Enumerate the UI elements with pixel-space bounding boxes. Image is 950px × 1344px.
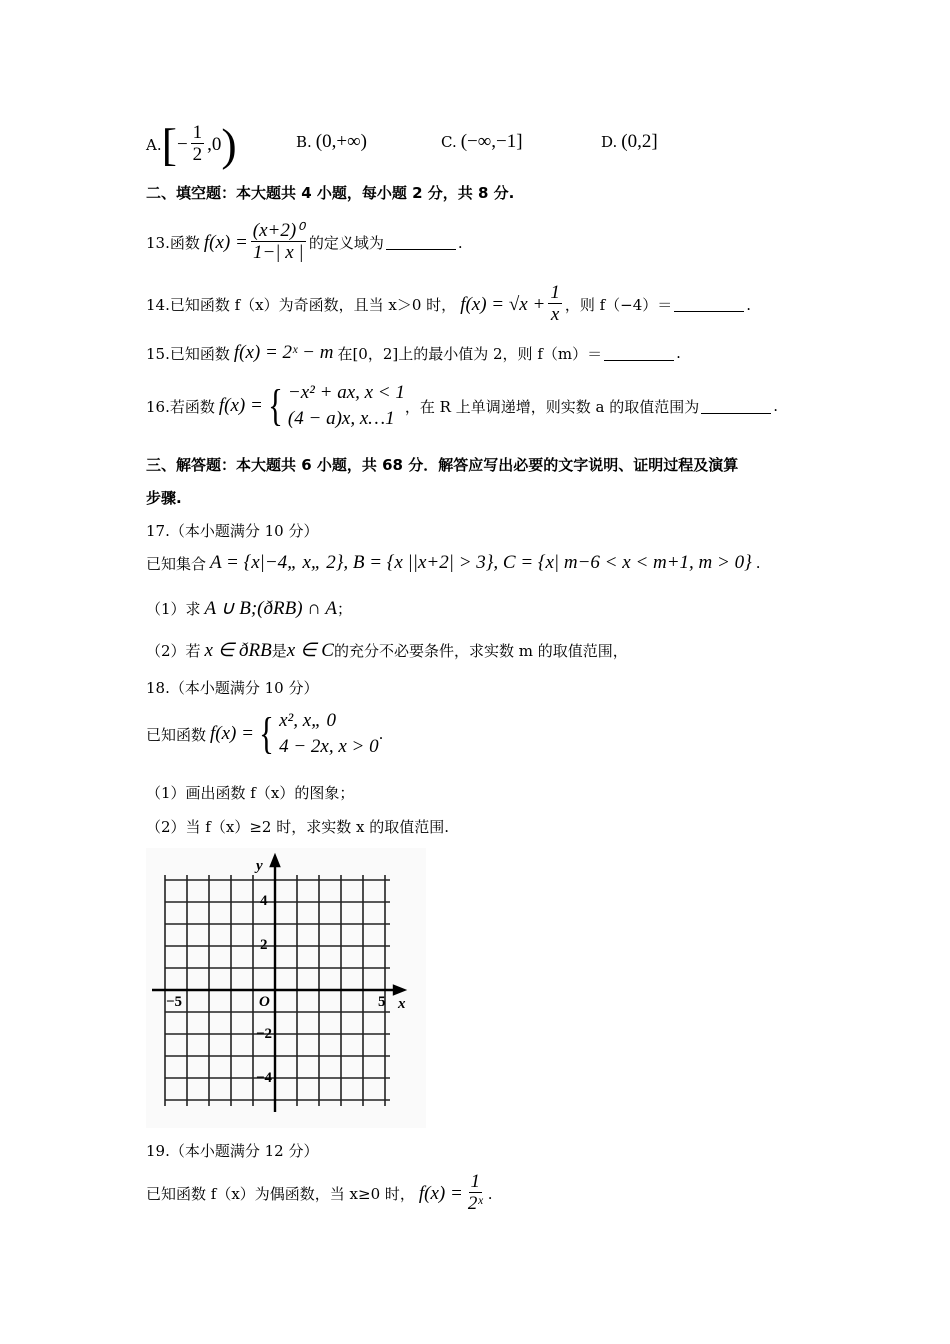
q14-suffix: ，则 f（−4）＝	[564, 296, 673, 314]
q19-lhs: f(x) =	[418, 1182, 463, 1204]
question-15	[146, 342, 681, 364]
q13-answer-blank[interactable]	[386, 235, 456, 250]
option-d	[601, 131, 658, 153]
option-a-rest: ,0	[207, 133, 222, 155]
q18-end: .	[378, 725, 384, 743]
q19-num: 1	[470, 1171, 481, 1192]
option-d-value: (0,2]	[621, 131, 658, 152]
option-a-num: 1	[192, 122, 203, 143]
q18-given-prefix: 已知函数	[146, 725, 207, 744]
q17-p1-end: ；	[337, 600, 353, 618]
q17-part-2	[146, 639, 628, 662]
q17-p2-expr: x ∈ ð	[204, 640, 249, 661]
q16-brace: {	[267, 381, 283, 430]
q17-p2-prefix: （2）若	[146, 642, 201, 660]
y-axis-label: y	[256, 858, 263, 874]
q14-num: 1	[550, 282, 560, 303]
y-tick-neg2: −2	[256, 1026, 273, 1042]
q18-lhs: f(x) =	[210, 723, 254, 744]
option-b-value: (0,+∞)	[315, 131, 367, 152]
x-tick-5: 5	[378, 994, 386, 1010]
q15-end: .	[676, 344, 681, 362]
option-c-value: (−∞,−1]	[460, 131, 523, 152]
section-3-heading-line-1: 三、解答题：本大题共 6 小题，共 68 分．解答应写出必要的文字说明、证明过程及演算	[146, 456, 739, 474]
q19-den: 2ˣ	[467, 1193, 483, 1214]
q17-p1-expr: A ∪ B;(ð	[204, 598, 273, 619]
q16-case-1: −x² + ax, x < 1	[287, 382, 405, 403]
q17-p2-suffix: 的充分不必要条件，求实数 m 的取值范围，	[333, 642, 628, 660]
x-axis-label: x	[398, 996, 406, 1012]
origin-label: O	[259, 994, 270, 1010]
q18-part-1: （1）画出函数 f（x）的图象；	[146, 784, 355, 802]
y-tick-4: 4	[260, 893, 268, 909]
y-tick-2: 2	[260, 937, 268, 953]
q15-suffix: 在[0，2]上的最小值为 2，则 f（m）＝	[337, 344, 603, 363]
q14-lhs: f(x) = √x +	[460, 293, 546, 315]
q16-lhs: f(x) =	[218, 395, 263, 416]
section-2-heading: 二、填空题：本大题共 4 小题，每小题 2 分，共 8 分.	[146, 184, 515, 202]
q14-fraction	[548, 283, 562, 326]
option-b-label: B.	[296, 133, 312, 151]
q16-case-2: (4 − a)x, x…1	[287, 408, 395, 429]
option-a-label: A.	[146, 135, 162, 154]
q15-expr: f(x) = 2ˣ − m	[233, 342, 334, 363]
q17-p2-mid: 是	[271, 642, 287, 660]
q19-title: 19.（本小题满分 12 分）	[146, 1142, 319, 1160]
q13-prefix: 13.函数	[146, 234, 200, 252]
q15-prefix: 15.已知函数	[146, 344, 230, 363]
q14-prefix: 14.已知函数 f（x）为奇函数，且当 x＞0 时，	[146, 296, 457, 314]
q18-case-1: x², x„ 0	[279, 710, 336, 731]
section-3-heading-line-2: 步骤.	[146, 489, 182, 507]
q18-brace: {	[259, 709, 274, 758]
question-14	[146, 283, 751, 326]
q15-answer-blank[interactable]	[604, 346, 674, 361]
option-a-fraction	[191, 123, 205, 166]
q18-cases	[279, 708, 379, 760]
q17-p1-prefix: （1）求	[146, 600, 201, 618]
grid-background	[146, 848, 426, 1128]
q13-suffix: 的定义域为	[308, 234, 384, 252]
q13-end: .	[457, 233, 463, 252]
q18-title: 18.（本小题满分 10 分）	[146, 679, 319, 697]
option-a-den: 2	[192, 144, 203, 165]
q17-title: 17.（本小题满分 10 分）	[146, 522, 319, 540]
q17-part-1	[146, 597, 352, 620]
q13-den: 1−| x |	[252, 242, 304, 263]
coordinate-grid	[146, 848, 426, 1128]
q16-answer-blank[interactable]	[701, 399, 771, 414]
option-c-label: C.	[441, 133, 457, 151]
q16-end: .	[773, 397, 778, 415]
q18-case-2: 4 − 2x, x > 0	[279, 736, 379, 757]
x-tick-neg5: −5	[166, 994, 183, 1010]
q14-end: .	[746, 295, 752, 314]
q18-given	[146, 708, 383, 760]
q17-given-end: .	[755, 554, 761, 572]
q17-given-expr: A = {x|−4„ x„ 2}, B = {x ||x+2| > 3}, C = {x| m−6 < x < m+1, m > 0}	[210, 552, 752, 573]
q17-given	[146, 552, 760, 574]
question-16	[146, 380, 778, 432]
q17-p2-expr2: B	[260, 639, 272, 661]
option-a	[146, 118, 237, 171]
q18-part-2: （2）当 f（x）≥2 时，求实数 x 的取值范围.	[146, 818, 449, 836]
q19-fraction	[466, 1172, 485, 1215]
q17-p1-sub: R	[272, 597, 285, 619]
q19-end: .	[487, 1184, 493, 1203]
option-a-close-bracket: )	[221, 119, 237, 170]
option-a-minus: −	[176, 133, 188, 155]
q19-prefix: 已知函数 f（x）为偶函数，当 x≥0 时，	[146, 1185, 415, 1203]
q14-answer-blank[interactable]	[674, 297, 744, 312]
option-b	[296, 131, 367, 153]
option-d-label: D.	[601, 133, 618, 151]
q17-p2-sub: R	[248, 639, 261, 661]
y-tick-neg4: −4	[256, 1070, 273, 1086]
question-13	[146, 221, 463, 264]
option-c	[441, 131, 523, 153]
q16-suffix: ，在 R 上单调递增，则实数 a 的取值范围为	[404, 397, 700, 416]
q19-given	[146, 1172, 492, 1215]
q14-den: x	[550, 304, 560, 325]
q13-fraction	[251, 221, 306, 264]
q17-p1-expr2: B) ∩ A	[284, 597, 338, 619]
q17-p2-expr3: x ∈ C	[286, 640, 334, 661]
q13-num: (x+2)⁰	[252, 220, 304, 241]
option-a-open-bracket: [	[161, 119, 177, 170]
q16-cases	[288, 380, 405, 432]
q17-given-prefix: 已知集合	[146, 554, 207, 573]
q13-lhs: f(x) =	[203, 231, 248, 253]
q16-prefix: 16.若函数	[146, 397, 215, 416]
